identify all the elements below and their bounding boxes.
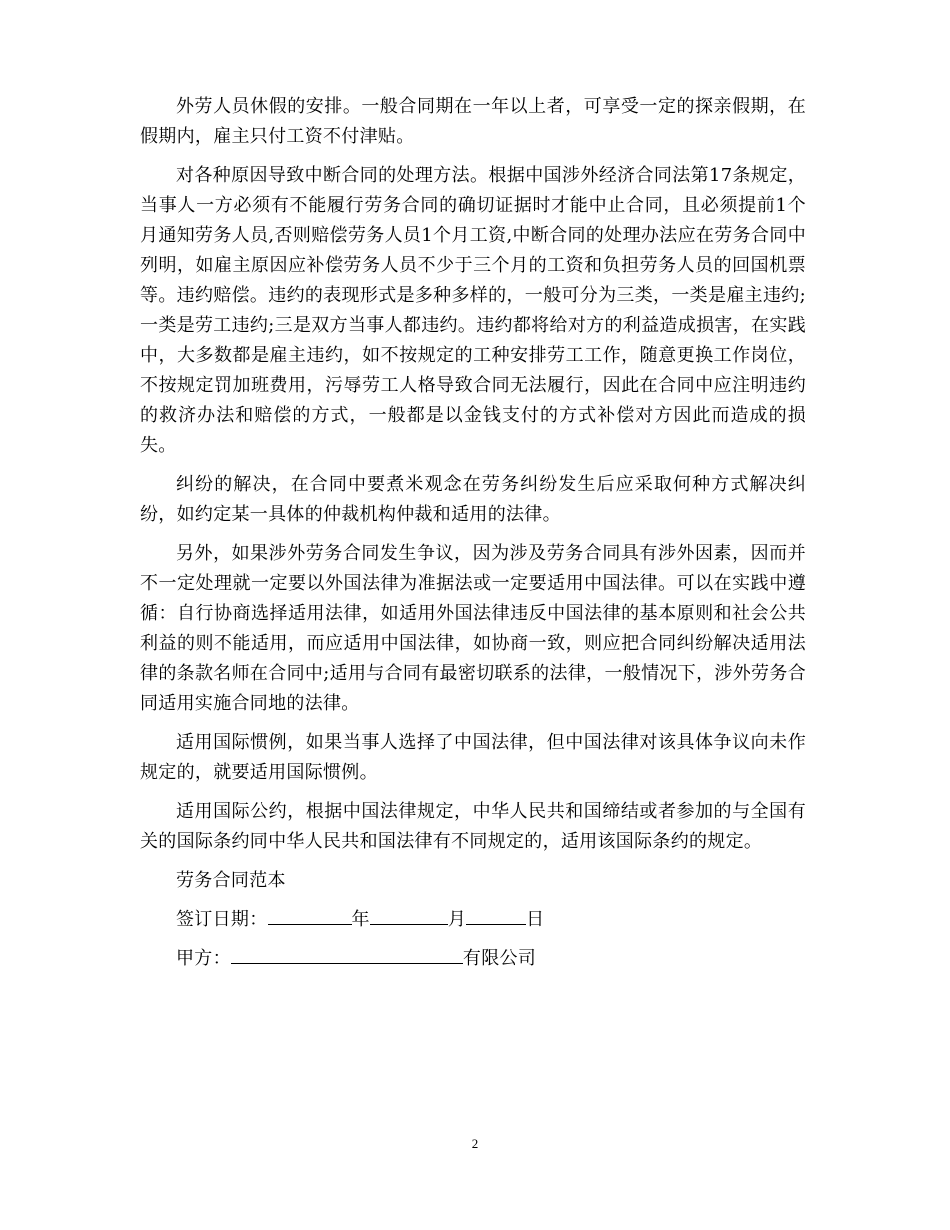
month-label: 月 [447,909,467,930]
paragraph-leave: 外劳人员休假的安排。一般合同期在一年以上者，可享受一定的探亲假期，在假期内，雇主只付工资不付津贴。 [140,96,806,147]
sign-date-line [140,905,806,935]
party-a-name-blank[interactable] [231,944,463,964]
party-a-line [140,944,806,974]
party-a-suffix: 有限公司 [462,948,537,969]
sign-date-label: 签订日期： [176,909,268,930]
paragraph-international-practice: 适用国际惯例，如果当事人选择了中国法律，但中国法律对该具体争议向未作规定的，就要适用国际惯例。 [140,732,806,783]
year-blank[interactable] [268,905,352,925]
day-blank[interactable] [466,905,526,925]
document-body [140,92,806,983]
paragraph-applicable-law: 另外，如果涉外劳务合同发生争议，因为涉及劳务合同具有涉外因素，因而并不一定处理就一定要以外国法律为准据法或一定要适用中国法律。可以在实践中遵循：自行协商选择适用法律，如适用外国法律违反中国法律的基本原则和社会公共利益的则不能适用，而应适用中国法律，如协商一致，则应把合同纠纷解决适用法律的条款名师在合同中;适用与合同有最密切联系的法律，一般情况下，涉外劳务合同适用实施合同地的法律。 [140,543,806,714]
page-number: 2 [471,1136,479,1151]
contract-template-heading: 劳务合同范本 [176,870,286,891]
month-blank[interactable] [370,905,448,925]
party-a-label: 甲方： [176,948,231,969]
paragraph-termination: 对各种原因导致中断合同的处理方法。根据中国涉外经济合同法第17条规定，当事人一方必须有不能履行劳务合同的确切证据时才能中止合同，且必须提前1个月通知劳务人员,否则赔偿劳务人员1个月工资,中断合同的处理办法应在劳务合同中列明，如雇主原因应补偿劳务人员不少于三个月的工资和负担劳务人员的回国机票等。违约赔偿。违约的表现形式是多种多样的，一般可分为三类，一类是雇主违约;一类是劳工违约;三是双方当事人都违约。违约都将给对方的利益造成损害，在实践中，大多数都是雇主违约，如不按规定的工种安排劳工工作，随意更换工作岗位，不按规定罚加班费用，污辱劳工人格导致合同无法履行，因此在合同中应注明违约的救济办法和赔偿的方式，一般都是以金钱支付的方式补偿对方因此而造成的损失。 [140,165,806,456]
paragraph-international-convention: 适用国际公约，根据中国法律规定，中华人民共和国缔结或者参加的与全国有关的国际条约同中华人民共和国法律有不同规定的，适用该国际条约的规定。 [140,801,806,852]
day-label: 日 [526,909,545,930]
year-label: 年 [351,909,370,930]
paragraph-dispute: 纠纷的解决，在合同中要煮米观念在劳务纠纷发生后应采取何种方式解决纠纷，如约定某一具体的仲裁机构仲裁和适用的法律。 [140,474,806,525]
